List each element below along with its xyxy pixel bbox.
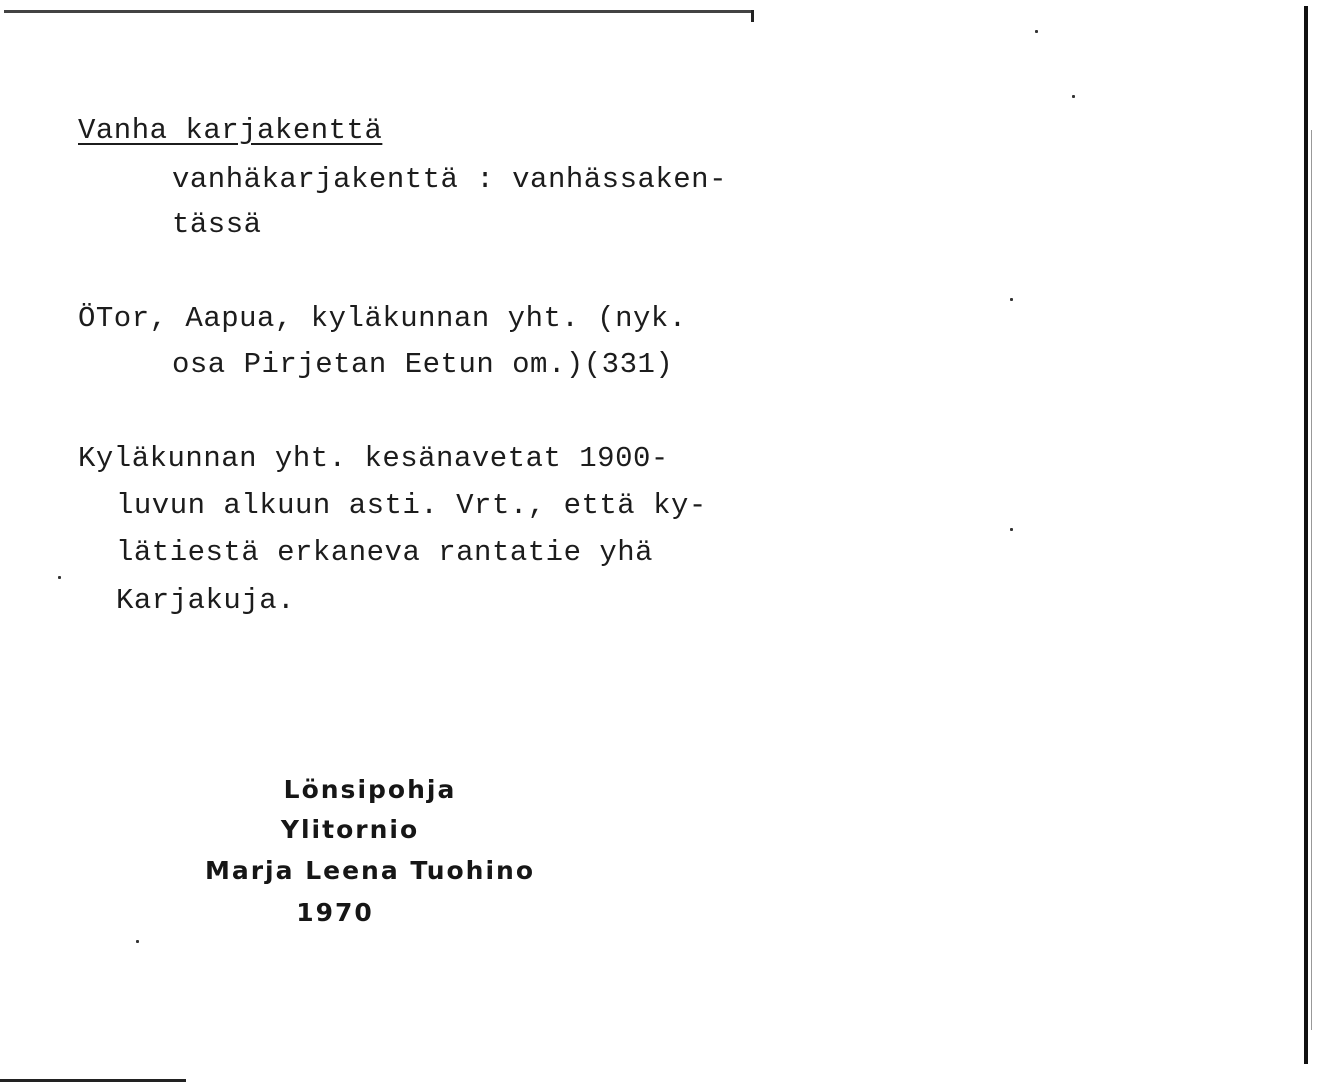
notes-line-4: Karjakuja.	[116, 584, 296, 617]
card-right-edge	[1304, 6, 1308, 1064]
notes-line-3: lätiestä erkaneva rantatie yhä	[116, 536, 654, 569]
stamp-collector: Marja Leena Tuohino	[204, 856, 536, 885]
card-bottom-edge	[0, 1079, 186, 1082]
stamp-region: Lönsipohja	[283, 775, 457, 804]
scan-speck	[136, 940, 139, 943]
notes-line-2: luvun alkuun asti. Vrt., että ky-	[116, 489, 707, 522]
scan-speck	[1010, 528, 1013, 531]
card-top-edge-tick	[751, 10, 754, 22]
scan-speck	[1010, 298, 1013, 301]
scan-speck	[58, 576, 61, 579]
card-top-edge	[4, 10, 754, 13]
stamp-year: 1970	[296, 898, 374, 927]
entry-forms-line-1: vanhäkarjakenttä : vanhässaken-	[172, 163, 727, 196]
source-line-2: osa Pirjetan Eetun om.)(331)	[172, 348, 674, 381]
scan-speck	[1072, 95, 1075, 98]
notes-line-1: Kyläkunnan yht. kesänavetat 1900-	[78, 442, 669, 475]
entry-headword: Vanha karjakenttä	[78, 114, 383, 147]
scan-speck	[1035, 30, 1038, 33]
source-line-1: ÖTor, Aapua, kyläkunnan yht. (nyk.	[78, 302, 687, 335]
stamp-parish: Ylitornio	[280, 815, 420, 844]
card-right-shadow	[1311, 130, 1312, 1030]
entry-forms-line-2: tässä	[172, 208, 262, 241]
